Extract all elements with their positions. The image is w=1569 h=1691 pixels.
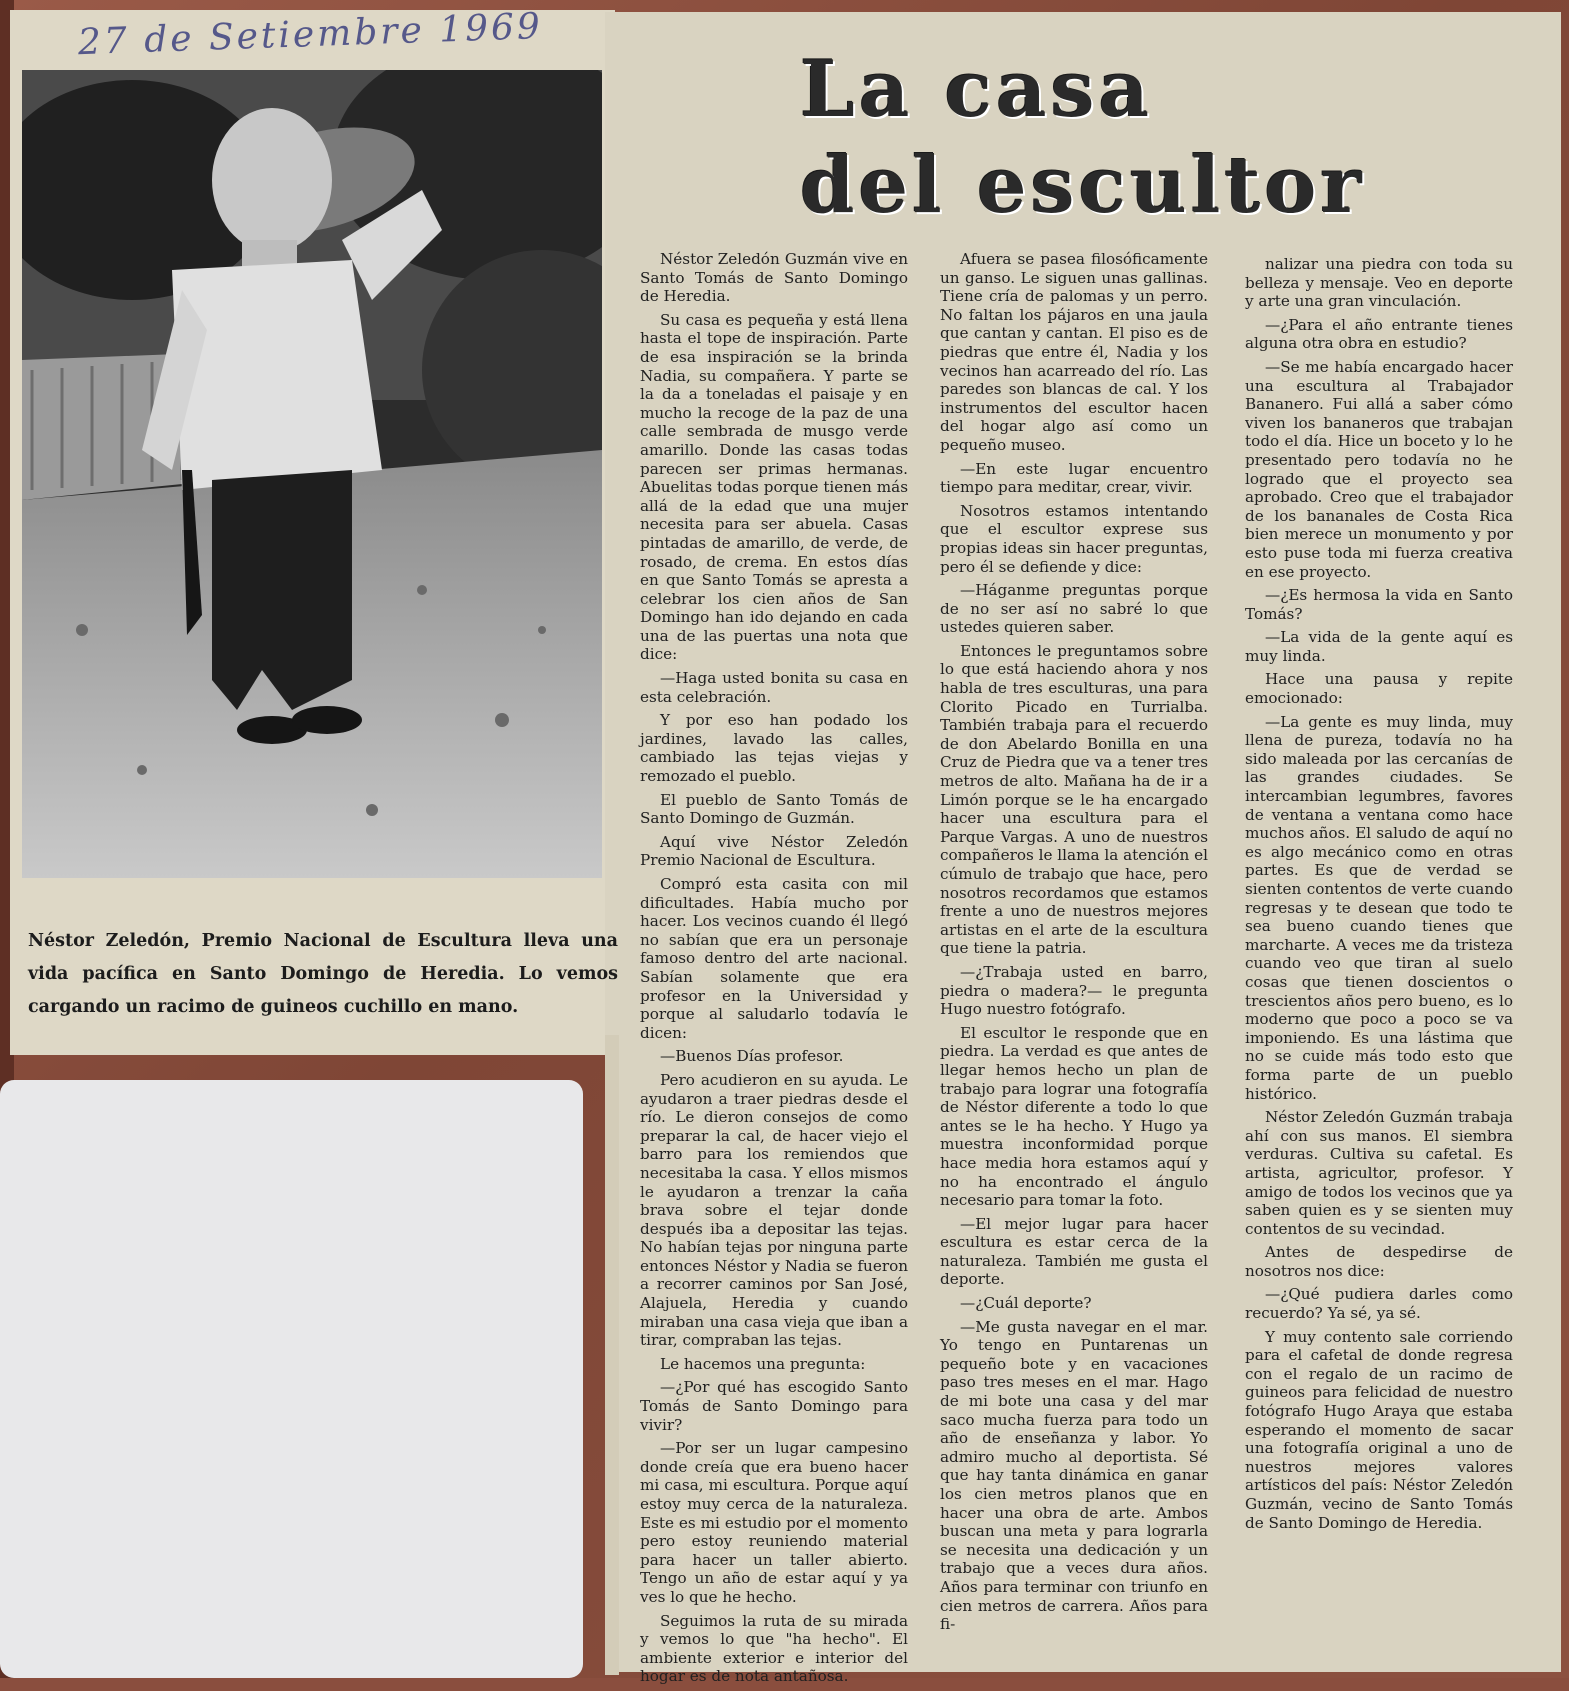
article-paragraph: Compró esta casita con mil dificultades. Había mucho por hacer. Los vecinos cuando él llegó no sabían que era un personaje famoso dentro del arte nacional. Sabían solamente que era profesor en la Universidad y porque al saludarlo todavía le dicen: [640, 875, 908, 1042]
article-paragraph: —Se me había encargado hacer una escultura al Trabajador Bananero. Fui allá a saber cómo viven los bananeros que trabajan todo el día. Hice un boceto y lo he presentado pero todavía no he logrado que el proyecto sea aprobado. Creo que el trabajador de los bananales de Costa Rica bien merece un monumento y por esto puse toda mi fuerza creativa en ese proyecto. [1245, 357, 1513, 581]
article-paragraph: —El mejor lugar para hacer escultura es estar cerca de la naturaleza. También me gusta el deporte. [940, 1214, 1208, 1289]
article-paragraph: Y muy contento sale corriendo para el cafetal de donde regresa con el regalo de un racimo de guineos para felicidad de nuestro fotógrafo Hugo Araya que estaba esperando el momento de sacar una fotografía original a uno de nuestros mejores valores artísticos del país: Néstor Zeledón Guzmán, vecino de Santo Tomás de Santo Domingo de Heredia. [1245, 1327, 1513, 1532]
article-paragraph: Néstor Zeledón Guzmán trabaja ahí con sus manos. El siembra verduras. Cultiva su cafetal. Es artista, agricultor, profesor. Y amigo de todos los vecinos que ya saben quien es y se sienten muy contentos de su vecindad. [1245, 1108, 1513, 1238]
article-paragraph: Seguimos la ruta de su mirada y vemos lo que "ha hecho". El ambiente exterior e interior del hogar es de nota antañosa. [640, 1611, 908, 1686]
article-paragraph: El pueblo de Santo Tomás de Santo Domingo de Guzmán. [640, 790, 908, 828]
article-column-3 [1245, 255, 1513, 1537]
article-paragraph: —¿Cuál deporte? [960, 1294, 1092, 1313]
article-paragraph: El escultor le responde que en piedra. La verdad es que antes de llegar hemos hecho un plan de trabajo para lograr una fotografía de Néstor diferente a todo lo que antes se le ha hecho. Y Hugo ya muestra inconformidad porque hace media hora estamos aquí y no ha encontrado el ángulo necesario para tomar la foto. [940, 1023, 1208, 1210]
article-title [800, 42, 1380, 234]
article-paragraph: nalizar una piedra con toda su belleza y mensaje. Veo en deporte y arte una gran vinculación. [1245, 255, 1513, 311]
article-paragraph: —Por ser un lugar campesino donde creía que era bueno hacer mi casa, mi escultura. Porque aquí estoy muy cerca de la naturaleza. Este es mi estudio por el momento pero estoy reuniendo material para hacer un taller abierto. Tengo un año de estar aquí y ya ves lo que he hecho. [640, 1439, 908, 1606]
article-title-line-2: del escultor [800, 140, 1366, 231]
article-column-1 [640, 250, 908, 1691]
sculptor-photo [22, 70, 602, 878]
article-paragraph: Néstor Zeledón Guzmán vive en Santo Tomás de Santo Domingo de Heredia. [640, 250, 908, 306]
article-paragraph: —¿Por qué has escogido Santo Tomás de Santo Domingo para vivir? [640, 1378, 908, 1434]
article-paragraph: —Me gusta navegar en el mar. Yo tengo en Puntarenas un pequeño bote y en vacaciones paso tres meses en el mar. Hago de mi bote una casa y del mar saco mucha fuerza para todo un año de enseñanza y labor. Yo admiro mucho al deportista. Sé que hay tanta dinámica en ganar los cien metros planos que en hacer una obra de arte. Ambos buscan una meta y para lograrla se necesita una dedicación y un trabajo que a veces dura años. Años para terminar con triunfo en cien metros de carrera. Años para fi- [940, 1317, 1208, 1634]
article-paragraph: —¿Es hermosa la vida en Santo Tomás? [1245, 586, 1513, 623]
article-paragraph: —La gente es muy linda, muy llena de pureza, todavía no ha sido maleada por las cercanías de las grandes ciudades. Se intercambian legumbres, favores de ventana a ventana como hace muchos años. El saludo de aquí no es algo mecánico como en otras partes. Es que de verdad se sienten contentos de verte cuando regresas y te desean que todo te sea bueno cuando tienes que marcharte. A veces me da tristeza cuando veo que tiran al suelo cosas que tienen doscientos o trescientos años pero bueno, es lo moderno que poco a poco se va imponiendo. Es una lástima que no se cuide más todo esto que forma parte de un pueblo histórico. [1245, 712, 1513, 1103]
article-paragraph: Afuera se pasea filosóficamente un ganso. Le siguen unas gallinas. Tiene cría de palomas y un perro. No faltan los pájaros en una jaula que cantan y cantan. El piso es de piedras que entre él, Nadia y los vecinos han acarreado del río. Las paredes son blancas de cal. Y los instrumentos del escultor hacen del hogar algo así como un pequeño museo. [940, 250, 1208, 454]
article-paragraph: Nosotros estamos intentando que el escultor exprese sus propias ideas sin hacer preguntas, pero él se defiende y dice: [940, 501, 1208, 576]
article-paragraph: Aquí vive Néstor Zeledón Premio Nacional de Escultura. [640, 832, 908, 870]
article-paragraph: —En este lugar encuentro tiempo para meditar, crear, vivir. [940, 459, 1208, 497]
article-paragraph: —Háganme preguntas porque de no ser así no sabré lo que ustedes quieren saber. [940, 581, 1208, 637]
article-paragraph: —Haga usted bonita su casa en esta celebración. [640, 669, 908, 706]
photo-caption: Néstor Zeledón, Premio Nacional de Escultura lleva una vida pacífica en Santo Domingo de Heredia. Lo vemos cargando un racimo de guineos cuchillo en mano. [28, 931, 618, 1017]
article-paragraph: Su casa es pequeña y está llena hasta el tope de inspiración. Parte de esa inspiración se la brinda Nadia, su compañera. Y parte se la da a toneladas el paisaje y en mucho la recoge de la paz de una calle sembrada de musgo verde amarillo. Donde las casas todas parecen ser primas hermanas. Abuelitas todas porque tienen más allá de la edad que una mujer necesita para ser abuela. Casas pintadas de amarillo, de verde, de rosado, de crema. En estos días en que Santo Tomás se apresta a celebrar los cien años de San Domingo han ido dejando en cada una de las puertas una nota que dice: [640, 310, 908, 664]
article-paragraph: —¿Para el año entrante tienes alguna otra obra en estudio? [1245, 315, 1513, 353]
article-paragraph: —La vida de la gente aquí es muy linda. [1245, 628, 1513, 665]
article-paragraph: Hace una pausa y repite emocionado: [1245, 670, 1513, 708]
article-paragraph: —¿Trabaja usted en barro, piedra o madera?— le pregunta Hugo nuestro fotógrafo. [940, 962, 1208, 1019]
article-paragraph: Y por eso han podado los jardines, lavado las calles, cambiado las tejas viejas y remozado el pueblo. [640, 711, 908, 786]
newspaper-clipping-fragment [605, 1035, 619, 1675]
article-paragraph: Antes de despedirse de nosotros nos dice: [1245, 1243, 1513, 1280]
article-paragraph: —Buenos Días profesor. [660, 1047, 844, 1066]
redaction-box [0, 1080, 583, 1678]
handwritten-date: 27 de Setiembre 1969 [77, 5, 544, 64]
article-column-2 [940, 250, 1208, 1639]
article-paragraph: Le hacemos una pregunta: [660, 1354, 866, 1373]
article-paragraph: —¿Qué pudiera darles como recuerdo? Ya sé, ya sé. [1245, 1285, 1513, 1323]
article-title-line-1: La casa [800, 44, 1154, 135]
article-paragraph: Entonces le preguntamos sobre lo que está haciendo ahora y nos habla de tres esculturas, una para Clorito Picado en Turrialba. También trabaja para el recuerdo de don Abelardo Bonilla en una Cruz de Piedra que va a tener tres metros de alto. Mañana ha de ir a Limón porque se le ha encargado hacer una escultura para el Parque Vargas. A uno de nuestros compañeros le llama la atención el cúmulo de trabajo que hace, pero nosotros recordamos que estamos frente a uno de nuestros mejores artistas en el arte de la escultura que tiene la patria. [940, 641, 1208, 958]
article-paragraph: Pero acudieron en su ayuda. Le ayudaron a traer piedras desde el río. Le dieron consejos de como preparar la cal, de hacer viejo el barro para los remiendos que necesitaba la casa. Y ellos mismos le ayudaron a trenzar la caña brava sobre el tejar donde después iba a depositar las tejas. No habían tejas por ninguna parte entonces Néstor y Nadia se fueron a recorrer caminos por San José, Alajuela, Heredia y cuando miraban una casa vieja que iban a tirar, compraban las tejas. [640, 1070, 908, 1350]
